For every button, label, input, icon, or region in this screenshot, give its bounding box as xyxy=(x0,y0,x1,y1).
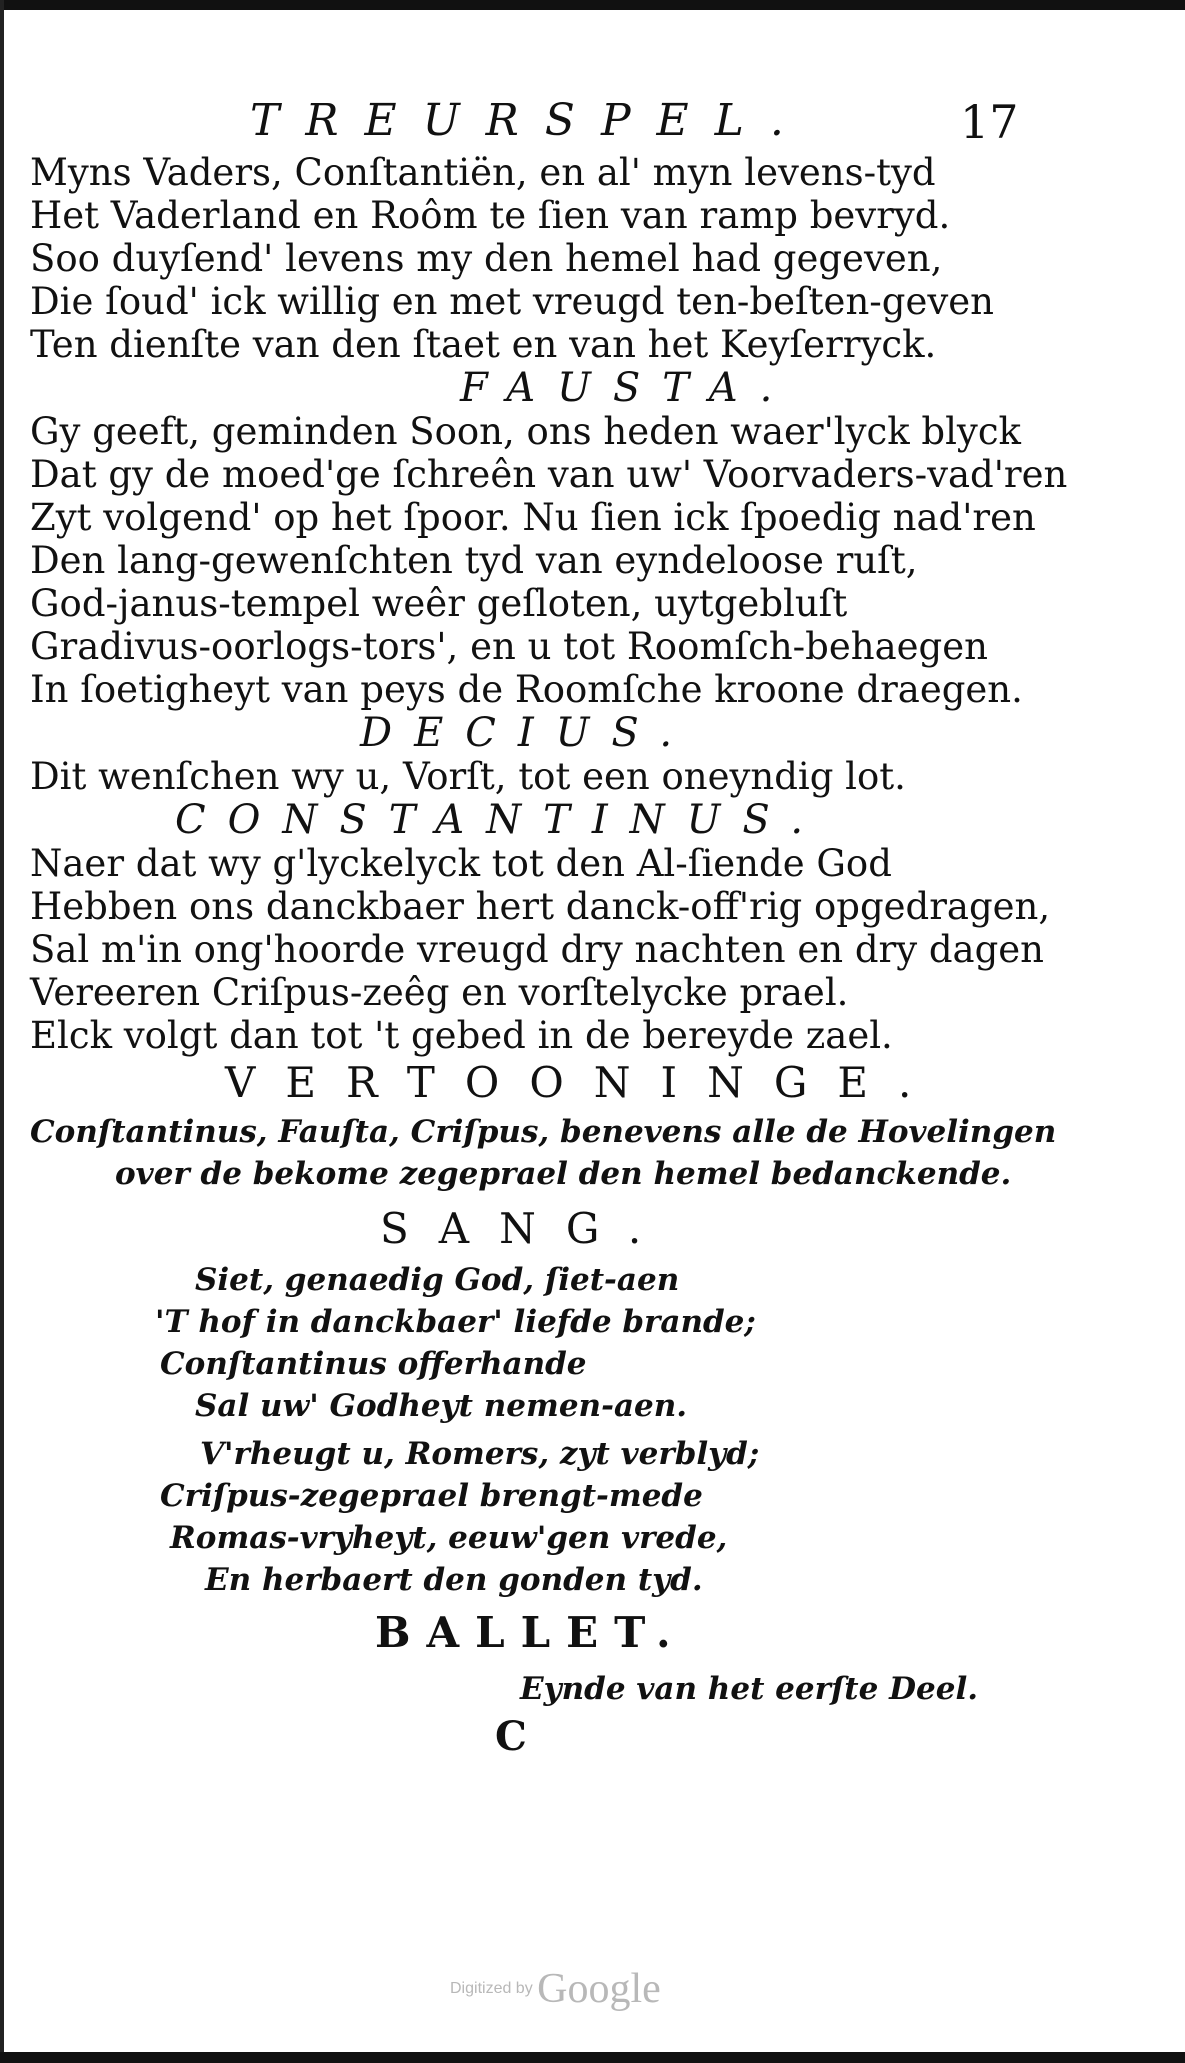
stage-direction-line: over de bekome zegeprael den hemel bedanckende. xyxy=(115,1156,1012,1192)
left-edge-shadow xyxy=(0,0,4,2063)
verse-line: Den lang-gewenſchten tyd van eyndeloose ruſt, xyxy=(30,539,918,582)
song-line: Romas-vryheyt, eeuw'gen vrede, xyxy=(170,1520,728,1556)
stage-direction xyxy=(30,1111,1057,1195)
google-logo-text: Google xyxy=(537,1966,661,2012)
song-lyrics xyxy=(30,1259,1020,1601)
verse-line: Dit wenſchen wy u, Vorſt, tot een oneyndig lot. xyxy=(30,755,906,798)
top-edge-shadow xyxy=(0,0,1185,10)
song-line: Sal uw' Godheyt nemen-aen. xyxy=(195,1388,688,1424)
printer-signature-mark: C xyxy=(495,1713,527,1760)
verse-line: Hebben ons danckbaer hert danck-off'rig opgedragen, xyxy=(30,885,1051,928)
verse-block-decius xyxy=(30,755,1020,798)
digitized-by-label: Digitized by xyxy=(450,1980,533,1997)
verse-line: Vereeren Criſpus-zeêg en vorſtelycke prael. xyxy=(30,971,849,1014)
verse-line: Gy geeft, geminden Soon, ons heden waer'lyck blyck xyxy=(30,410,1021,453)
speaker-fausta: FAUSTA. xyxy=(460,365,795,411)
running-head: TREURSPEL. xyxy=(250,95,810,146)
verse-line: Zyt volgend' op het ſpoor. Nu ſien ick ſpoedig nad'ren xyxy=(30,496,1036,539)
end-of-part-note: Eynde van het eerſte Deel. xyxy=(520,1671,979,1707)
song-line: Conſtantinus offerhande xyxy=(160,1346,587,1382)
book-page xyxy=(30,95,1068,1760)
verse-line: Gradivus-oorlogs-tors', en u tot Roomſch-behaegen xyxy=(30,625,988,668)
bottom-edge-shadow xyxy=(0,2052,1185,2063)
verse-block-fausta xyxy=(30,410,1068,711)
verse-block-constantinus-speech xyxy=(30,151,1020,366)
verse-block-constantinus xyxy=(30,842,1051,1057)
heading-vertooninge: VERTOONINGE. xyxy=(225,1058,942,1107)
song-line: En herbaert den gonden tyd. xyxy=(205,1562,703,1598)
song-line: Siet, genaedig God, ſiet-aen xyxy=(195,1262,680,1298)
page-number: 17 xyxy=(960,95,1019,149)
verse-line: Het Vaderland en Roôm te ſien van ramp bevryd. xyxy=(30,194,951,237)
verse-line: Sal m'in ong'hoorde vreugd dry nachten en dry dagen xyxy=(30,928,1045,971)
page-header xyxy=(30,95,1020,151)
stage-direction-line: Conſtantinus, Fauſta, Criſpus, benevens alle de Hovelingen xyxy=(30,1114,1057,1150)
verse-line: Die ſoud' ick willig en met vreugd ten-beſten-geven xyxy=(30,280,994,323)
verse-line: Dat gy de moed'ge ſchreên van uw' Voorvaders-vad'ren xyxy=(30,453,1068,496)
verse-line: God-janus-tempel weêr geſloten, uytgebluſt xyxy=(30,582,848,625)
heading-ballet: BALLET. xyxy=(375,1608,687,1657)
verse-line: Elck volgt dan tot 't gebed in de bereyde zael. xyxy=(30,1014,893,1057)
verse-line: Soo duyſend' levens my den hemel had gegeven, xyxy=(30,237,943,280)
heading-sang: SANG. xyxy=(380,1204,672,1253)
speaker-constantinus: CONSTANTINUS. xyxy=(175,797,826,843)
verse-line: Myns Vaders, Conſtantiën, en al' myn levens-tyd xyxy=(30,151,936,194)
song-line: 'T hof in danckbaer' liefde brande; xyxy=(155,1304,756,1340)
verse-line: Ten dienſte van den ſtaet en van het Keyſerryck. xyxy=(30,323,937,366)
speaker-decius: DECIUS. xyxy=(360,710,695,756)
song-line: V'rheugt u, Romers, zyt verblyd; xyxy=(200,1436,760,1472)
verse-line: In ſoetigheyt van peys de Roomſche kroone draegen. xyxy=(30,668,1023,711)
digitized-by-google-watermark xyxy=(450,1965,661,2013)
verse-line: Naer dat wy g'lyckelyck tot den Al-ſiende God xyxy=(30,842,892,885)
song-line: Criſpus-zegeprael brengt-mede xyxy=(160,1478,703,1514)
